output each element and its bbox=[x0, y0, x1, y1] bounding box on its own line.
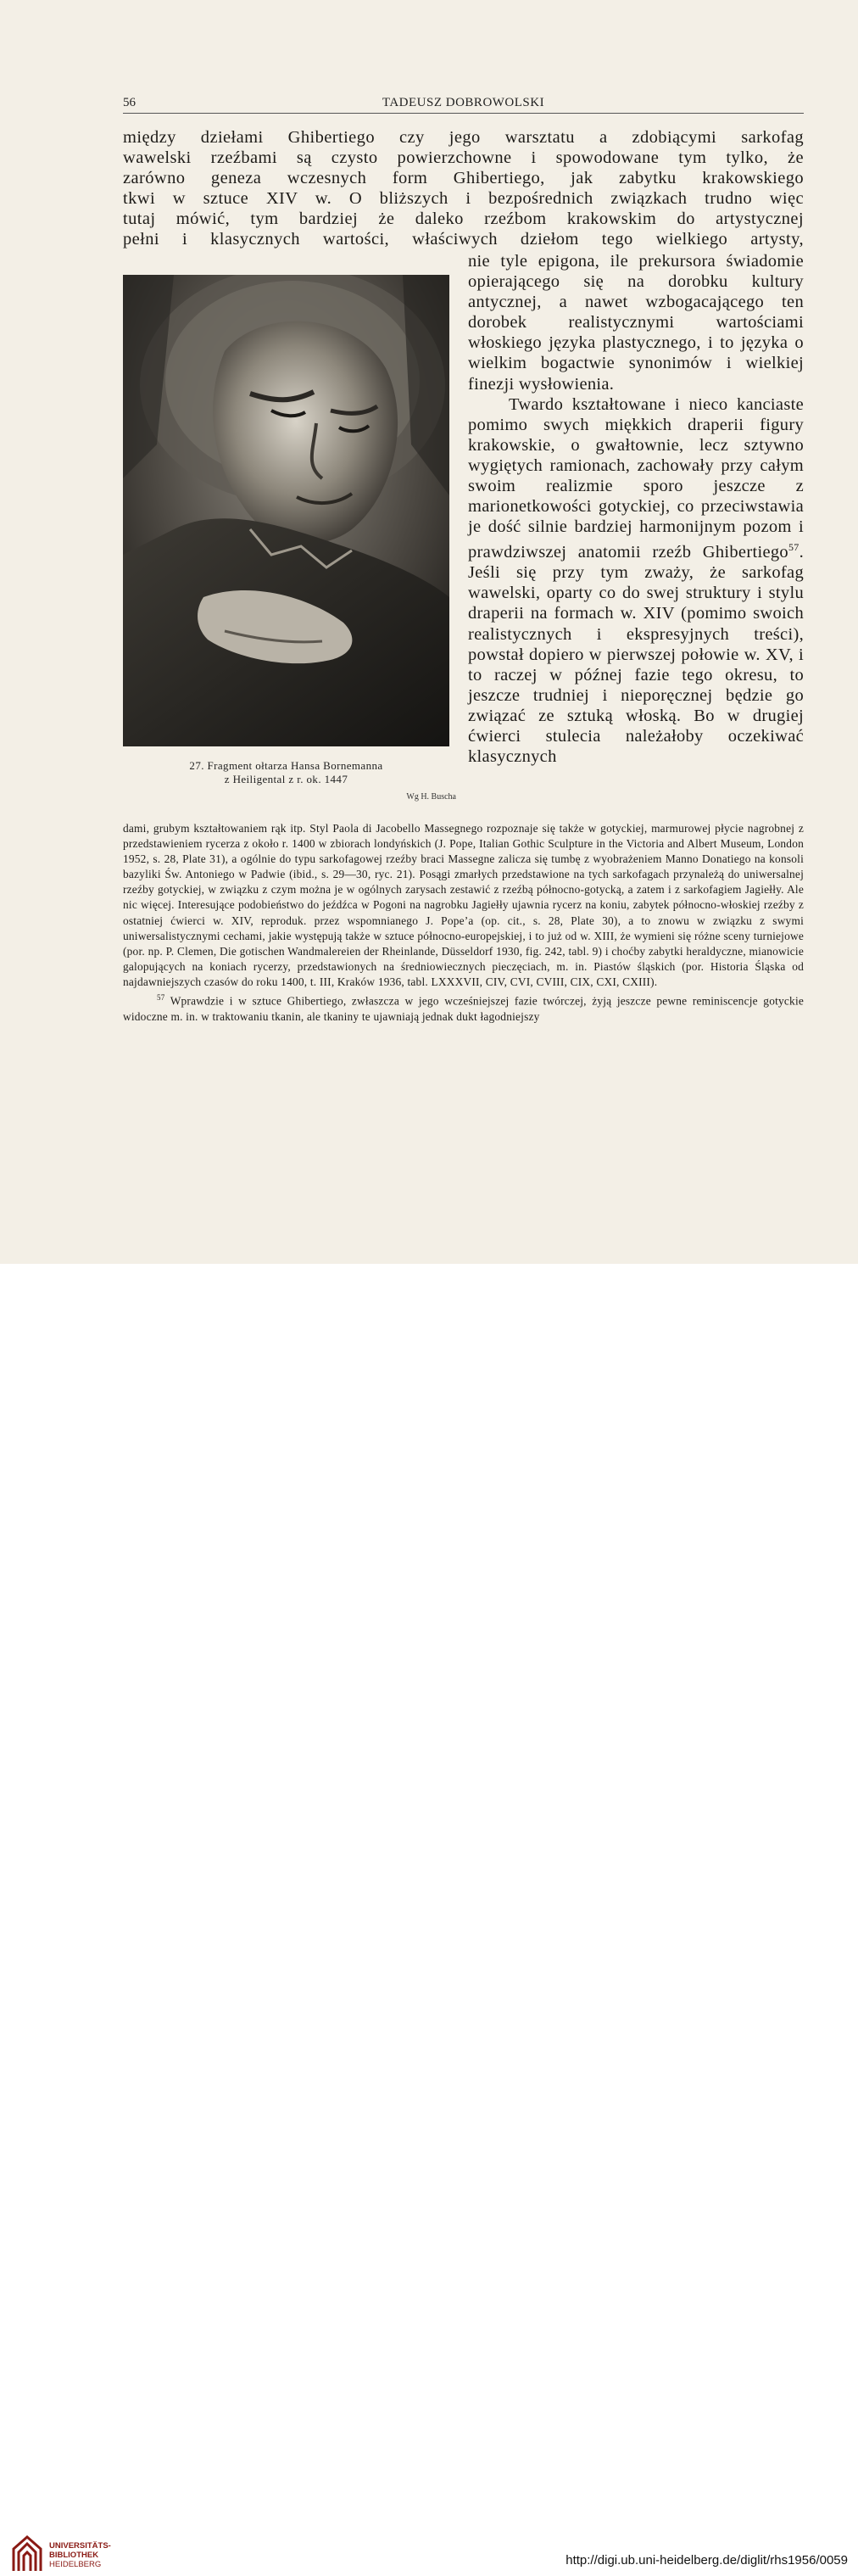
body-line: między dziełami Ghibertiego czy jego warsztatu a zdobiącymi sarkofag bbox=[123, 128, 804, 147]
page-number: 56 bbox=[123, 96, 136, 109]
body-line: pełni i klasycznych wartości, właściwych dziełom tego wielkiego artysty, bbox=[123, 230, 804, 249]
photo-credit: Wg H. Buscha bbox=[406, 792, 456, 802]
figure-caption bbox=[123, 759, 449, 786]
library-line-2: BIBLIOTHEK bbox=[49, 2551, 99, 2560]
caption-line-2: z Heiligental z r. ok. 1447 bbox=[224, 773, 348, 785]
body-line: tutaj mówić, tym bardziej że daleko rzeźbom krakowskim do artystycznej bbox=[123, 210, 804, 229]
paragraph-1: nie tyle epigona, ile prekursora świadomie opierającego się na dorobku kultury antycznej, a nawet wzbogacającego ten dorobek realistycznymi wartościami włoskiego języka plastycznego, i to języka o wielkim bogactwie synonimów i wielkiej finezji wysłowienia. bbox=[468, 252, 804, 394]
body-text-full-width bbox=[123, 127, 804, 250]
body-text-column bbox=[468, 251, 804, 767]
footnote-56-continued: dami, grubym kształtowaniem rąk itp. Styl Paola di Jacobello Massegnego rozpoznaje się także w gotyckiej, marmurowej płycie nagrobnej z przedstawieniem rycerza z około r. 1400 w zbiorach londyńskich (J. Pope, Italian Gothic Sculpture in the Victoria and Albert Museum, London 1952, s. 28, Plate 31), a ogólnie do typu sarkofagowej rzeźby braci Massegne zalicza się tumbę z wyobrażeniem Manno Donatiego na konsoli bazyliki Św. Antoniego w Padwie (ibid., s. 29—30, ryc. 21). Posągi zmarłych przedstawione na tych sarkofagach przynależą do uniwersalnej rzeźby gotyckiej, w związku z czym można je w ogólnych zarysach zestawić z rzeźbą północno-gotycką, a zatem i z sarkofagiem Jagiełły. Ale nic więcej. Interesujące podobieństwo do jeźdźca w Pogoni na nagrobku Jagiełły ujawnia rycerz na koniu, zabytek północno-włoskiej rzeźby z ostatniej ćwierci w. XIV, reproduk. przez wspomnianego J. Pope’a (op. cit., s. 28, Plate 30), a to znowu w związku z swymi uniwersalistycznymi cechami, jakie występują także w sztuce północno-europejskiej, i to już od w. XIII, że wymieni się różne sceny turniejowe (por. np. P. Clemen, Die gotischen Wandmalereien der Rheinlande, Düsseldorf 1930, fig. 242, tabl. 9) i choćby zabytki heraldyczne, mianowicie galopujących na koniach rycerzy, przedstawionych na średniowiecznych pieczęciach, m. in. Piastów śląskich (por. Historia Śląska od najdawniejszych czasów do roku 1400, t. III, Kraków 1936, tabl. LXXXVII, CIV, CVI, CVIII, CIX, CXI, CXIII). bbox=[123, 822, 804, 988]
page-header bbox=[123, 96, 804, 115]
body-line: wawelski rzeźbami są czysto powierzchowne i spowodowane tym tylko, że bbox=[123, 148, 804, 168]
footnote-57-text: Wprawdzie i w sztuce Ghibertiego, zwłaszcza w jego wcześniejszej fazie twórczej, żyją jeszcze pewne reminiscencje gotyckie widoczne m. in. w traktowaniu tkanin, ale tkaniny te ujawniają jednak dukt łagodniejszy bbox=[123, 994, 805, 1023]
footnote-ref-57[interactable]: 57 bbox=[788, 541, 800, 554]
body-line: zarówno geneza wczesnych form Ghibertiego, jak zabytku krakowskiego bbox=[123, 169, 804, 188]
permalink-url[interactable]: http://digi.ub.uni-heidelberg.de/diglit/rhs1956/0059 bbox=[566, 2553, 848, 2568]
sculpture-fragment-image bbox=[123, 275, 449, 746]
figure-27-photo bbox=[123, 275, 449, 746]
footnotes bbox=[123, 821, 804, 1025]
library-line-1: UNIVERSITÄTS- bbox=[49, 2541, 111, 2551]
viewer-footer bbox=[0, 1264, 858, 2569]
footnote-57 bbox=[123, 990, 804, 1025]
caption-line-1: 27. Fragment ołtarza Hansa Bornemanna bbox=[189, 759, 383, 772]
library-name[interactable] bbox=[49, 2541, 111, 2569]
paragraph-2-part-b: . Jeśli się przy tym zważy, że sarkofag wawelski, oparty co do swej struktury i stylu draperii na formach w. XIV (pomimo swoich realistycznych i ekspresyjnych treści), powstał dopiero w pierwszej połowie w. XV, i to raczej w późnej fazie tego okresu, to jeszcze trudniej i nieporęcznej będzie go związać ze sztuką włoską. Bo w drugiej ćwierci stulecia należałoby oczekiwać klasycznych bbox=[468, 543, 804, 767]
paragraph-2 bbox=[468, 394, 804, 768]
paragraph-2-part-a: Twardo kształtowane i nieco kanciaste pomimo swych miękkich draperii figury krakowskie, o gwałtownie, lecz sztywno wygiętych ramionach, zachowały przy całym swoim realizmie sporo jeszcze z marionetkowości gotyckiej, co przeciwstawia je dość silnie bardziej harmonijnym pozom i prawdziwszej anatomii rzeźb Ghibertiego bbox=[468, 394, 804, 562]
library-line-3: HEIDELBERG bbox=[49, 2560, 102, 2569]
library-logo-icon[interactable] bbox=[8, 2534, 46, 2576]
running-head: TADEUSZ DOBROWOLSKI bbox=[382, 96, 545, 109]
footnote-57-mark: 57 bbox=[157, 993, 165, 1003]
header-rule bbox=[123, 113, 804, 114]
scanned-page bbox=[0, 0, 858, 1264]
body-line: tkwi w sztuce XIV w. O bliższych i bezpośrednich związkach trudno więc bbox=[123, 189, 804, 209]
